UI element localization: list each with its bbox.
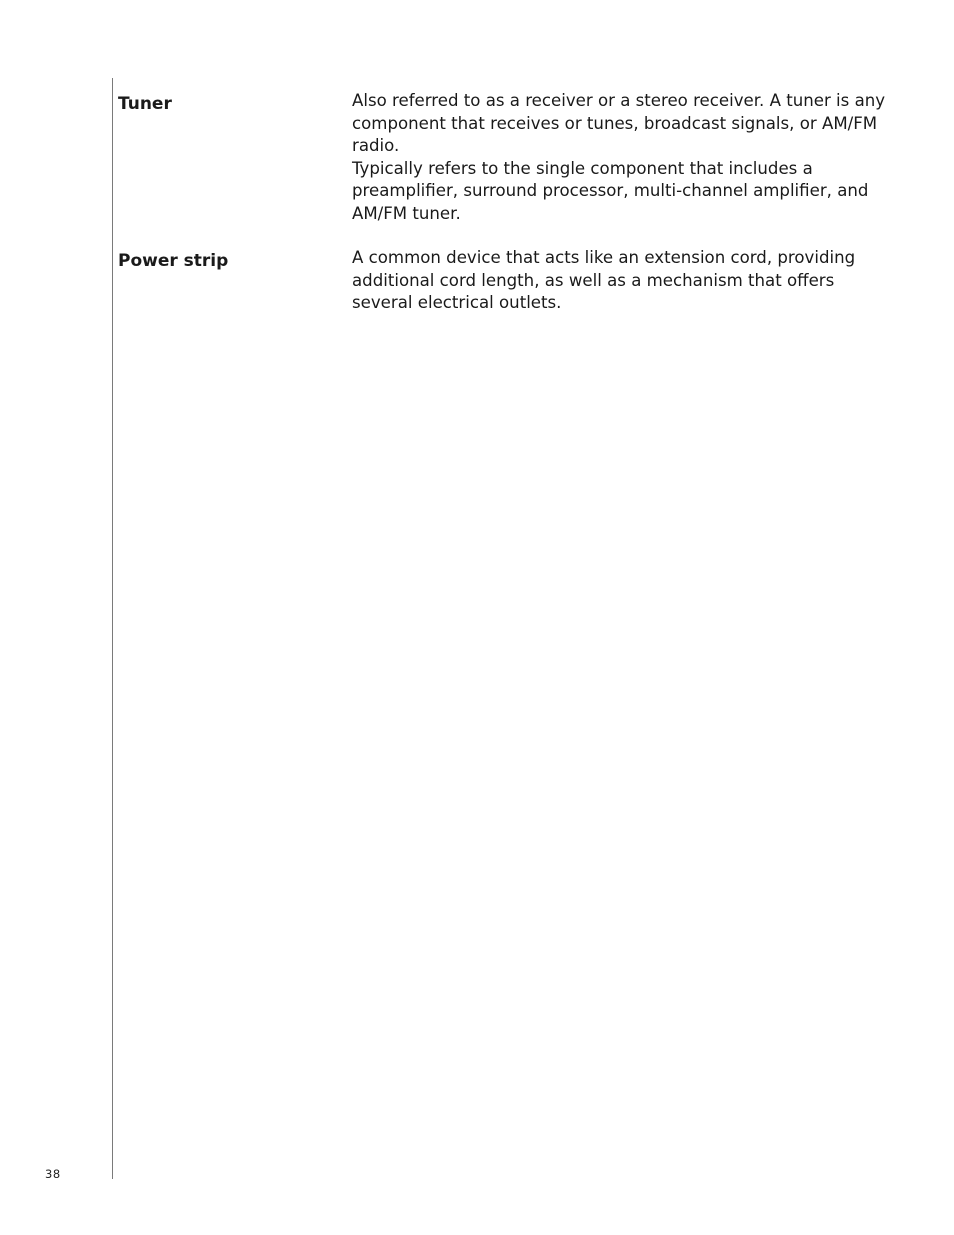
page-number: 38 (45, 1167, 61, 1181)
glossary-term: Tuner (118, 94, 172, 114)
glossary-definition (352, 247, 892, 315)
definition-line: several electrical outlets. (352, 293, 562, 312)
definition-line: preamplifier, surround processor, multi-channel amplifier, and (352, 181, 869, 200)
definition-line: A common device that acts like an extension cord, providing (352, 248, 856, 267)
margin-rule (112, 78, 113, 1179)
definition-line: Typically refers to the single component that includes a (352, 158, 813, 178)
glossary-definition (352, 90, 892, 225)
definition-line: component that receives or tunes, broadcast signals, or AM/FM (352, 113, 878, 133)
definition-line: AM/FM tuner. (352, 203, 461, 223)
definition-line: additional cord length, as well as a mechanism that offers (352, 270, 835, 290)
definition-line: radio. (352, 136, 400, 155)
glossary-term: Power strip (118, 251, 229, 271)
definition-line: Also referred to as a receiver or a stereo receiver. A tuner is any (352, 91, 886, 110)
